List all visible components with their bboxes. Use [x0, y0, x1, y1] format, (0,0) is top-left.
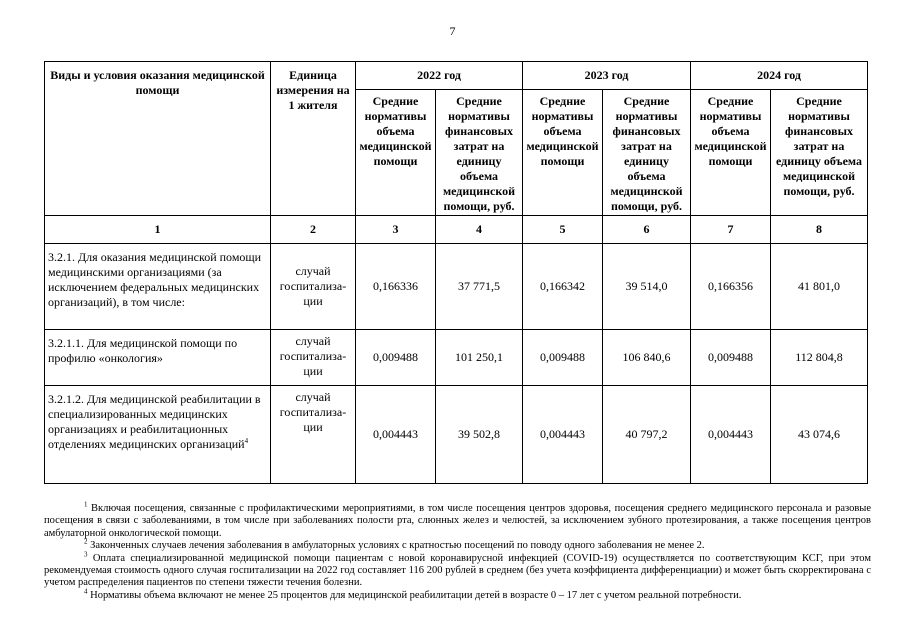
row-unit: случай госпитализа-ции [271, 244, 356, 330]
row-name-text: 3.2.1.2. Для медицинской реабилитации в специализированных медицинских организациях и реабилитационных отделениях медицинских организаций [48, 392, 261, 451]
value-cell: 101 250,1 [436, 330, 523, 386]
header-cost: Средние нормативы финансовых затрат на единицу объема медицинской помощи, руб. [436, 90, 523, 216]
value-cell: 106 840,6 [603, 330, 691, 386]
header-year-2023: 2023 год [523, 62, 691, 90]
header-year-2022: 2022 год [356, 62, 523, 90]
header-cost: Средние нормативы финансовых затрат на единицу объема медицинской помощи, руб. [603, 90, 691, 216]
column-number: 5 [523, 216, 603, 244]
footnote-text: Оплата специализированной медицинской помощи пациентам с новой коронавирусной инфекцией (COVID-19) осуществляется по соответствующим КСГ, при этом рекомендуемая стоимость одного случая госпитализации на 2022 год составляет 116 200 рублей в среднем (без учета коэффициента дифференциации) и может быть скорректирована с учетом распределения пациентов по степени тяжести течения болезни. [44, 552, 871, 589]
value-cell: 41 801,0 [771, 244, 868, 330]
value-cell: 0,166336 [356, 244, 436, 330]
footnote-mark: 2 [84, 537, 88, 546]
header-cost: Средние нормативы финансовых затрат на единицу объема медицинской помощи, руб. [771, 90, 868, 216]
value-cell: 0,004443 [523, 386, 603, 484]
footnote-ref: 4 [244, 437, 249, 445]
header-volume: Средние нормативы объема медицинской помощи [356, 90, 436, 216]
footnote-mark: 3 [84, 550, 88, 559]
footnote [44, 550, 871, 590]
row-name: 3.2.1. Для оказания медицинской помощи медицинскими организациями (за исключением федеральных медицинских организаций), в том числе: [45, 244, 271, 330]
normatives-table [44, 61, 868, 484]
row-unit: случай госпитализа-ции [271, 386, 356, 484]
value-cell: 112 804,8 [771, 330, 868, 386]
footnote-text: Включая посещения, связанные с профилактическими мероприятиями, в том числе посещения центров здоровья, посещения среднего медицинского персонала и разовые посещения в связи с заболеваниями, в том числе при заболеваниях полости рта, слюнных желез и челюстей, за исключением зубного протезирования, а также посещения центров амбулаторной онкологической помощи. [44, 503, 872, 539]
value-cell: 39 514,0 [603, 244, 691, 330]
column-number: 2 [271, 216, 356, 244]
header-year-2024: 2024 год [691, 62, 868, 90]
footnote [44, 587, 871, 602]
footnote-text: Законченных случаев лечения заболевания в амбулаторных условиях с кратностью посещений по поводу одного заболевания не менее 2. [90, 540, 705, 552]
header-volume: Средние нормативы объема медицинской помощи [691, 90, 771, 216]
column-number: 1 [45, 216, 271, 244]
table-row [45, 386, 868, 484]
value-cell: 0,009488 [691, 330, 771, 386]
header-unit: Единица измерения на 1 жителя [271, 62, 356, 216]
footnote-mark: 4 [84, 587, 88, 596]
header-kind: Виды и условия оказания медицинской помощи [45, 62, 271, 216]
value-cell: 37 771,5 [436, 244, 523, 330]
table-row [45, 330, 868, 386]
footnotes [44, 500, 872, 602]
value-cell: 0,004443 [691, 386, 771, 484]
value-cell: 0,004443 [356, 386, 436, 484]
table-row [45, 244, 868, 330]
value-cell: 0,009488 [523, 330, 603, 386]
value-cell: 40 797,2 [603, 386, 691, 484]
value-cell: 0,009488 [356, 330, 436, 386]
column-number: 4 [436, 216, 523, 244]
row-unit: случай госпитализа-ции [271, 330, 356, 386]
header-volume: Средние нормативы объема медицинской помощи [523, 90, 603, 216]
row-name [45, 386, 271, 484]
column-number: 7 [691, 216, 771, 244]
column-number: 6 [603, 216, 691, 244]
footnote-mark: 1 [84, 500, 88, 509]
footnote [44, 500, 872, 540]
value-cell: 43 074,6 [771, 386, 868, 484]
value-cell: 39 502,8 [436, 386, 523, 484]
column-number: 8 [771, 216, 868, 244]
row-name: 3.2.1.1. Для медицинской помощи по профилю «онкология» [45, 330, 271, 386]
value-cell: 0,166356 [691, 244, 771, 330]
column-number: 3 [356, 216, 436, 244]
value-cell: 0,166342 [523, 244, 603, 330]
page-number: 7 [449, 24, 456, 38]
footnote [44, 537, 871, 552]
footnote-text: Нормативы объема включают не менее 25 процентов для медицинской реабилитации детей в возрасте 0 – 17 лет с учетом реальной потребности. [90, 589, 742, 601]
